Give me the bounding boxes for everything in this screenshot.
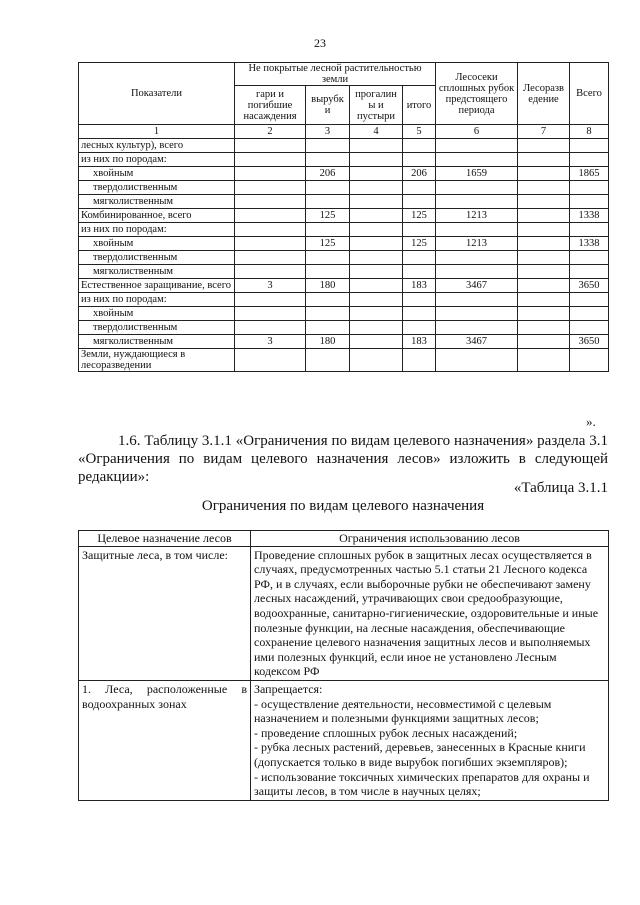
value-cell: 206 (306, 167, 350, 181)
header-restrictions: Ограничения использованию лесов (251, 531, 609, 547)
table-row (79, 223, 609, 237)
purpose-cell: 1. Леса, расположенные в водоохранных зонах (79, 680, 251, 800)
value-cell (235, 153, 306, 167)
value-cell: 3650 (570, 279, 609, 293)
table-row (79, 195, 609, 209)
row-label: Земли, нуждающиеся в лесоразведении (79, 349, 235, 372)
value-cell: 3650 (570, 335, 609, 349)
value-cell (403, 349, 436, 372)
value-cell: 180 (306, 279, 350, 293)
header-glades: прогалин ы и пустыри (350, 86, 403, 125)
value-cell (306, 181, 350, 195)
value-cell: 3467 (436, 279, 518, 293)
header-total: итого (403, 86, 436, 125)
value-cell (306, 321, 350, 335)
value-cell (403, 181, 436, 195)
row-label: твердолиственным (79, 321, 235, 335)
row-label: Естественное заращивание, всего (79, 279, 235, 293)
header-reforestation: Лесоразв едение (518, 63, 570, 125)
value-cell (306, 349, 350, 372)
value-cell (403, 265, 436, 279)
restriction-line: - проведение сплошных рубок лесных насаждений; (254, 725, 518, 740)
col-number: 7 (518, 125, 570, 139)
value-cell (518, 307, 570, 321)
value-cell (235, 251, 306, 265)
value-cell (518, 265, 570, 279)
value-cell (306, 307, 350, 321)
table-row (79, 251, 609, 265)
value-cell (350, 335, 403, 349)
table-row (79, 293, 609, 307)
value-cell (570, 223, 609, 237)
value-cell: 125 (403, 237, 436, 251)
value-cell (518, 153, 570, 167)
value-cell (570, 139, 609, 153)
value-cell (235, 167, 306, 181)
value-cell (518, 195, 570, 209)
table-row (79, 349, 609, 372)
table-row (79, 321, 609, 335)
value-cell (350, 167, 403, 181)
value-cell (350, 265, 403, 279)
value-cell (403, 153, 436, 167)
value-cell (518, 251, 570, 265)
value-cell (235, 209, 306, 223)
row-label: мягколиственным (79, 195, 235, 209)
value-cell: 1659 (436, 167, 518, 181)
table-row (79, 209, 609, 223)
row-label: хвойным (79, 237, 235, 251)
value-cell: 1338 (570, 237, 609, 251)
header-clearings: вырубк и (306, 86, 350, 125)
value-cell (436, 223, 518, 237)
restriction-line: - рубка лесных растений, деревьев, занесенных в Красные книги (допускается только в виде вырубок погибших экземпляров); (254, 740, 586, 769)
value-cell (306, 139, 350, 153)
page-number: 23 (314, 36, 326, 50)
value-cell (306, 251, 350, 265)
value-cell (518, 279, 570, 293)
value-cell: 180 (306, 335, 350, 349)
value-cell: 125 (403, 209, 436, 223)
value-cell (436, 321, 518, 335)
row-label: мягколиственным (79, 335, 235, 349)
value-cell: 1338 (570, 209, 609, 223)
value-cell (436, 293, 518, 307)
value-cell (570, 349, 609, 372)
value-cell (350, 321, 403, 335)
value-cell (235, 321, 306, 335)
value-cell (570, 195, 609, 209)
col-number: 5 (403, 125, 436, 139)
value-cell: 125 (306, 237, 350, 251)
table-row (79, 546, 609, 680)
table-row (79, 139, 609, 153)
value-cell (518, 181, 570, 195)
table-row (79, 680, 609, 800)
forest-indicators-body (79, 139, 609, 372)
table-row (79, 279, 609, 293)
value-cell (436, 195, 518, 209)
value-cell (306, 195, 350, 209)
col-number: 3 (306, 125, 350, 139)
row-label: лесных культур), всего (79, 139, 235, 153)
value-cell (518, 139, 570, 153)
restrictions-cell (251, 680, 609, 800)
value-cell (436, 349, 518, 372)
value-cell (350, 237, 403, 251)
row-label: мягколиственным (79, 265, 235, 279)
row-label: из них по породам: (79, 223, 235, 237)
header-cutting-areas: Лесосеки сплошных рубок предстоящего периода (436, 63, 518, 125)
value-cell (235, 265, 306, 279)
value-cell (403, 293, 436, 307)
value-cell (403, 139, 436, 153)
value-cell (235, 195, 306, 209)
row-label: из них по породам: (79, 153, 235, 167)
restriction-line: - использование токсичных химических препаратов для охраны и защиты лесов, в том числе в научных целях; (254, 769, 590, 799)
value-cell (436, 307, 518, 321)
table-row (79, 153, 609, 167)
header-purpose: Целевое назначение лесов (79, 531, 251, 547)
col-number: 8 (570, 125, 609, 139)
table-row (79, 237, 609, 251)
value-cell (570, 265, 609, 279)
value-cell (350, 139, 403, 153)
row-label: твердолиственным (79, 181, 235, 195)
forest-indicators-table (78, 62, 609, 372)
value-cell: 3 (235, 335, 306, 349)
value-cell (350, 251, 403, 265)
table-reference: «Таблица 3.1.1 (513, 480, 608, 496)
row-label: хвойным (79, 167, 235, 181)
value-cell (403, 195, 436, 209)
value-cell (436, 265, 518, 279)
value-cell (403, 307, 436, 321)
header-not-covered: Не покрытые лесной растительностью земли (235, 63, 436, 86)
value-cell (570, 153, 609, 167)
value-cell (235, 181, 306, 195)
value-cell: 1213 (436, 237, 518, 251)
value-cell: 183 (403, 335, 436, 349)
col-number: 2 (235, 125, 306, 139)
amendment-paragraph: 1.6. Таблицу 3.1.1 «Ограничения по видам целевого назначения» раздела 3.1 «Ограничения по видам целевого назначения лесов» изложить в следующей редакции»: (78, 433, 608, 485)
value-cell (306, 153, 350, 167)
value-cell (403, 321, 436, 335)
value-cell (570, 293, 609, 307)
value-cell: 1213 (436, 209, 518, 223)
row-label: хвойным (79, 307, 235, 321)
value-cell (350, 349, 403, 372)
value-cell (518, 293, 570, 307)
value-cell (235, 223, 306, 237)
value-cell (436, 181, 518, 195)
value-cell (518, 223, 570, 237)
value-cell: 125 (306, 209, 350, 223)
value-cell (518, 167, 570, 181)
value-cell (350, 307, 403, 321)
value-cell (235, 237, 306, 251)
restrictions-table (78, 530, 609, 801)
value-cell (350, 279, 403, 293)
value-cell: 183 (403, 279, 436, 293)
closing-quote: ». (586, 414, 596, 429)
purpose-cell: Защитные леса, в том числе: (79, 546, 251, 680)
value-cell (235, 307, 306, 321)
value-cell (403, 251, 436, 265)
value-cell (518, 209, 570, 223)
restriction-line: - осуществление деятельности, несовместимой с целевым назначением и полезными функциями защитных лесов; (254, 696, 552, 726)
value-cell: 3467 (436, 335, 518, 349)
row-label: из них по породам: (79, 293, 235, 307)
value-cell (518, 349, 570, 372)
value-cell (570, 251, 609, 265)
value-cell (436, 153, 518, 167)
col-number: 6 (436, 125, 518, 139)
value-cell (570, 321, 609, 335)
table-row (79, 307, 609, 321)
value-cell: 3 (235, 279, 306, 293)
value-cell (350, 209, 403, 223)
value-cell (350, 293, 403, 307)
row-label: Комбинированное, всего (79, 209, 235, 223)
table-row (79, 181, 609, 195)
value-cell (306, 293, 350, 307)
col-number: 4 (350, 125, 403, 139)
value-cell (350, 195, 403, 209)
value-cell (518, 335, 570, 349)
value-cell (235, 139, 306, 153)
value-cell (570, 307, 609, 321)
table-row (79, 167, 609, 181)
value-cell (235, 349, 306, 372)
row-label: твердолиственным (79, 251, 235, 265)
restrictions-cell: Проведение сплошных рубок в защитных лесах осуществляется в случаях, предусмотренных частью 5.1 статьи 21 Лесного кодекса РФ, и в случаях, если выборочные рубки не обеспечивают замену лесных насаждений, утрачивающих свои средообразующие, водоохранные, санитарно-гигиенические, оздоровительные и иные полезные функции, на лесные насаждения, обеспечивающие сохранение целевого назначения защитных лесов и выполняемых ими полезных функций, если иное не установлено Лесным кодексом РФ (251, 546, 609, 680)
col-number: 1 (79, 125, 235, 139)
table-title: Ограничения по видам целевого назначения (201, 498, 485, 514)
value-cell (436, 139, 518, 153)
header-burnt: гари и погибшие насаждения (235, 86, 306, 125)
restriction-line: Запрещается: (254, 681, 323, 696)
value-cell (306, 223, 350, 237)
table-row (79, 335, 609, 349)
value-cell (306, 265, 350, 279)
value-cell: 1865 (570, 167, 609, 181)
value-cell (570, 181, 609, 195)
value-cell (436, 251, 518, 265)
value-cell (350, 181, 403, 195)
value-cell (403, 223, 436, 237)
value-cell: 206 (403, 167, 436, 181)
header-grand-total: Всего (570, 63, 609, 125)
value-cell (518, 321, 570, 335)
value-cell (350, 223, 403, 237)
table-row (79, 265, 609, 279)
column-numbers-row (79, 125, 609, 139)
value-cell (518, 237, 570, 251)
value-cell (350, 153, 403, 167)
header-indicators: Показатели (79, 63, 235, 125)
value-cell (235, 293, 306, 307)
